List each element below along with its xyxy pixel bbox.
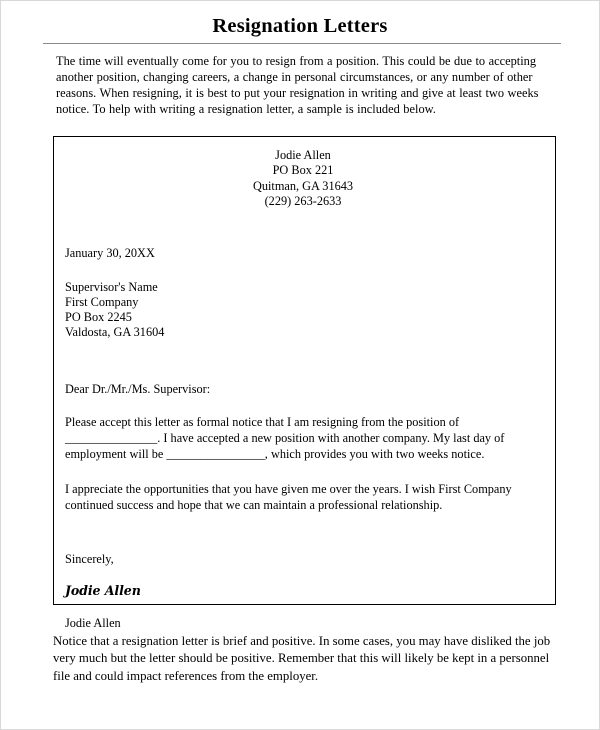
signature-script: Jodie Allen [65,583,141,599]
sender-address-block [65,145,541,210]
footer-paragraph: Notice that a resignation letter is brief and positive. In some cases, you may have disliked the job very much but the letter should be positive. Remember that this will likely be kept in a personnel file and could impact references from the employer. [53,634,551,683]
sender-phone: (229) 263-2633 [264,194,342,209]
intro-paragraph: The time will eventually come for you to resign from a position. This could be due to accepting another position, changing careers, a change in personal circumstances, or any number of other reasons. When resigning, it is best to put your resignation in writing and give at least two weeks notice. To help with writing a resignation letter, a sample is included below. [56,53,539,117]
recipient-city-state-zip: Valdosta, GA 31604 [65,325,165,340]
recipient-name: Supervisor's Name [65,279,158,294]
recipient-company: First Company [65,295,139,310]
letter-date: January 30, 20XX [65,245,155,260]
letter-body-paragraph-2: I appreciate the opportunities that you have given me over the years. I wish First Company continued success and hope that we can maintain a professional relationship. [65,481,512,512]
sample-letter-content [54,137,555,631]
sender-name: Jodie Allen [275,148,331,162]
signature-typed-name: Jodie Allen [65,616,121,631]
page-title: Resignation Letters [212,15,388,37]
recipient-po-box: PO Box 2245 [65,310,132,325]
recipient-address-block [65,261,541,341]
letter-body-paragraph-1: Please accept this letter as formal notice that I am resigning from the position of _______________. I have accepted a new position with another company. My last day of employment will be ________________, which provides you with two weeks notice. [65,414,505,461]
sender-city-state-zip: Quitman, GA 31643 [252,178,354,193]
letter-salutation: Dear Dr./Mr./Ms. Supervisor: [65,381,211,396]
sample-letter-box [53,136,556,631]
sender-po-box: PO Box 221 [272,163,334,178]
letter-closing: Sincerely, [65,551,114,566]
